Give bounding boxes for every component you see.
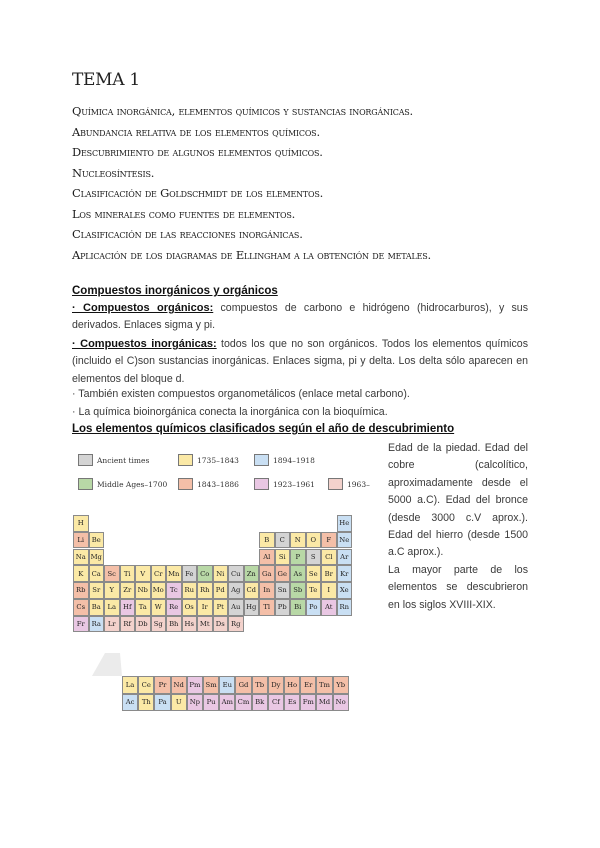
element-b: B <box>259 532 275 549</box>
element-xe: Xe <box>337 582 353 599</box>
element-pa: Pa <box>154 694 170 712</box>
element-br: Br <box>321 565 337 582</box>
element-tc: Tc <box>166 582 182 599</box>
legend-swatch <box>78 478 93 490</box>
ages-text <box>388 440 528 614</box>
element-zr: Zr <box>120 582 136 599</box>
section-heading-compounds: Compuestos inorgánicos y orgánicos <box>72 285 278 297</box>
element-cm: Cm <box>235 694 251 712</box>
element-am: Am <box>219 694 235 712</box>
element-bk: Bk <box>252 694 268 712</box>
page-title: TEMA 1 <box>72 70 140 90</box>
element-ce: Ce <box>138 676 154 694</box>
organic-paragraph <box>72 300 528 335</box>
element-cr: Cr <box>151 565 167 582</box>
periodic-table <box>73 513 368 653</box>
topic-item: Clasificación de las reacciones inorgánicas. <box>72 227 303 241</box>
legend-item <box>254 454 315 466</box>
element-u: U <box>171 694 187 712</box>
element-i: I <box>321 582 337 599</box>
element-hs: Hs <box>182 616 198 633</box>
element-md: Md <box>316 694 332 712</box>
element-ge: Ge <box>275 565 291 582</box>
legend-label: 1843–1886 <box>197 479 239 489</box>
f-block-table <box>122 676 352 714</box>
discovery-paragraph: La mayor parte de los elementos se descubrieron en los siglos XVIII-XIX. <box>388 563 528 611</box>
legend-item <box>254 478 315 490</box>
legend-item <box>178 454 239 466</box>
element-rf: Rf <box>120 616 136 633</box>
element-al: Al <box>259 549 275 566</box>
element-ba: Ba <box>89 599 105 616</box>
inorganic-text: todos los que no son orgánicos. Todos los elementos químicos (incluido el C)son sustancias inorgánicas. Enlaces sigma, pi y delta. Los delta sólo aparecen en elementos del bloque d. <box>72 338 529 385</box>
element-ir: Ir <box>197 599 213 616</box>
element-sc: Sc <box>104 565 120 582</box>
element-y: Y <box>104 582 120 599</box>
element-mt: Mt <box>197 616 213 633</box>
section-heading-elements: Los elementos químicos clasificados según el año de descubrimiento <box>72 423 455 435</box>
element-ra: Ra <box>89 616 105 633</box>
element-th: Th <box>138 694 154 712</box>
element-cd: Cd <box>244 582 260 599</box>
element-se: Se <box>306 565 322 582</box>
element-rg: Rg <box>228 616 244 633</box>
topic-item: Los minerales como fuentes de elementos. <box>72 206 296 221</box>
legend-swatch <box>178 454 193 466</box>
element-no: No <box>333 694 349 712</box>
element-rn: Rn <box>337 599 353 616</box>
element-zn: Zn <box>244 565 260 582</box>
element-pt: Pt <box>213 599 229 616</box>
element-gd: Gd <box>235 676 251 694</box>
legend-item <box>328 478 370 490</box>
legend-label: Middle Ages–1700 <box>97 479 168 489</box>
element-mo: Mo <box>151 582 167 599</box>
organic-text: compuestos de carbono e hidrógeno (hidrocarburos), y sus derivados. Enlaces sigma y pi. <box>72 302 528 332</box>
element-la: La <box>122 676 138 694</box>
element-dy: Dy <box>268 676 284 694</box>
element-pd: Pd <box>213 582 229 599</box>
element-na: Na <box>73 549 89 566</box>
element-in: In <box>259 582 275 599</box>
element-ds: Ds <box>213 616 229 633</box>
element-os: Os <box>182 599 198 616</box>
legend-swatch <box>178 478 193 490</box>
element-w: W <box>151 599 167 616</box>
element-kr: Kr <box>337 565 353 582</box>
element-p: P <box>290 549 306 566</box>
element-pr: Pr <box>154 676 170 694</box>
element-tb: Tb <box>252 676 268 694</box>
element-sg: Sg <box>151 616 167 633</box>
element-db: Db <box>135 616 151 633</box>
element-sm: Sm <box>203 676 219 694</box>
element-es: Es <box>284 694 300 712</box>
element-fr: Fr <box>73 616 89 633</box>
legend-swatch <box>328 478 343 490</box>
element-te: Te <box>306 582 322 599</box>
element-lr: Lr <box>104 616 120 633</box>
element-n: N <box>290 532 306 549</box>
element-fe: Fe <box>182 565 198 582</box>
topics-list <box>72 101 431 265</box>
discovery-legend <box>72 452 372 504</box>
element-bh: Bh <box>166 616 182 633</box>
element-cl: Cl <box>321 549 337 566</box>
element-sb: Sb <box>290 582 306 599</box>
topic-item: Nucleosíntesis. <box>72 165 155 180</box>
element-h: H <box>73 515 89 532</box>
element-nb: Nb <box>135 582 151 599</box>
element-hg: Hg <box>244 599 260 616</box>
element-o: O <box>306 532 322 549</box>
element-hf: Hf <box>120 599 136 616</box>
element-si: Si <box>275 549 291 566</box>
legend-swatch <box>254 478 269 490</box>
element-po: Po <box>306 599 322 616</box>
legend-swatch <box>78 454 93 466</box>
element-k: K <box>73 565 89 582</box>
element-co: Co <box>197 565 213 582</box>
element-ta: Ta <box>135 599 151 616</box>
element-ca: Ca <box>89 565 105 582</box>
element-s: S <box>306 549 322 566</box>
element-ho: Ho <box>284 676 300 694</box>
element-np: Np <box>187 694 203 712</box>
legend-label: 1894–1918 <box>273 455 315 465</box>
note-bioinorganic: · La química bioinorgánica conecta la inorgánica con la bioquímica. <box>72 406 388 418</box>
element-ti: Ti <box>120 565 136 582</box>
element-li: Li <box>73 532 89 549</box>
organic-lead: · Compuestos orgánicos: <box>72 302 214 314</box>
topic-item: Abundancia relativa de los elementos químicos. <box>72 124 320 139</box>
legend-label: 1923–1961 <box>273 479 315 489</box>
element-fm: Fm <box>300 694 316 712</box>
element-be: Be <box>89 532 105 549</box>
element-pu: Pu <box>203 694 219 712</box>
element-ac: Ac <box>122 694 138 712</box>
inorganic-lead: · Compuestos inorgánicas: <box>72 338 217 350</box>
note-organometallic: · También existen compuestos organometálicos (enlace metal carbono). <box>72 388 410 400</box>
element-bi: Bi <box>290 599 306 616</box>
element-f: F <box>321 532 337 549</box>
element-nd: Nd <box>171 676 187 694</box>
inorganic-paragraph <box>72 336 528 388</box>
element-pb: Pb <box>275 599 291 616</box>
element-rh: Rh <box>197 582 213 599</box>
legend-label: 1963– <box>347 479 370 489</box>
element-pm: Pm <box>187 676 203 694</box>
element-yb: Yb <box>333 676 349 694</box>
topic-item: Química inorgánica, elementos químicos y sustancias inorgánicas. <box>72 104 414 118</box>
element-ga: Ga <box>259 565 275 582</box>
topic-item: Descubrimiento de algunos elementos químicos. <box>72 145 323 159</box>
legend-item <box>178 478 239 490</box>
element-sn: Sn <box>275 582 291 599</box>
legend-swatch <box>254 454 269 466</box>
element-cf: Cf <box>268 694 284 712</box>
legend-label: Ancient times <box>97 455 150 465</box>
element-sr: Sr <box>89 582 105 599</box>
element-as: As <box>290 565 306 582</box>
element-eu: Eu <box>219 676 235 694</box>
element-c: C <box>275 532 291 549</box>
element-v: V <box>135 565 151 582</box>
element-rb: Rb <box>73 582 89 599</box>
element-au: Au <box>228 599 244 616</box>
element-re: Re <box>166 599 182 616</box>
element-ag: Ag <box>228 582 244 599</box>
element-at: At <box>321 599 337 616</box>
ages-paragraph: Edad de la piedad. Edad del cobre (calcolítico, aproximadamente desde el 5000 a.C). Edad del bronce (desde 3000 c.V aprox.). Edad del hierro (desde 1500 a.C aprox.). <box>388 442 528 559</box>
topic-item: Clasificación de Goldschmidt de los elementos. <box>72 186 324 200</box>
element-ni: Ni <box>213 565 229 582</box>
element-er: Er <box>300 676 316 694</box>
element-he: He <box>337 515 353 532</box>
element-cu: Cu <box>228 565 244 582</box>
element-mg: Mg <box>89 549 105 566</box>
element-cs: Cs <box>73 599 89 616</box>
element-la: La <box>104 599 120 616</box>
element-tl: Tl <box>259 599 275 616</box>
topic-item: Aplicación de los diagramas de Ellingham a la obtención de metales. <box>72 247 431 262</box>
element-ar: Ar <box>337 549 353 566</box>
element-tm: Tm <box>316 676 332 694</box>
legend-item <box>78 478 167 490</box>
element-ne: Ne <box>337 532 353 549</box>
legend-item <box>78 454 149 466</box>
element-mn: Mn <box>166 565 182 582</box>
legend-label: 1735–1843 <box>197 455 239 465</box>
element-ru: Ru <box>182 582 198 599</box>
